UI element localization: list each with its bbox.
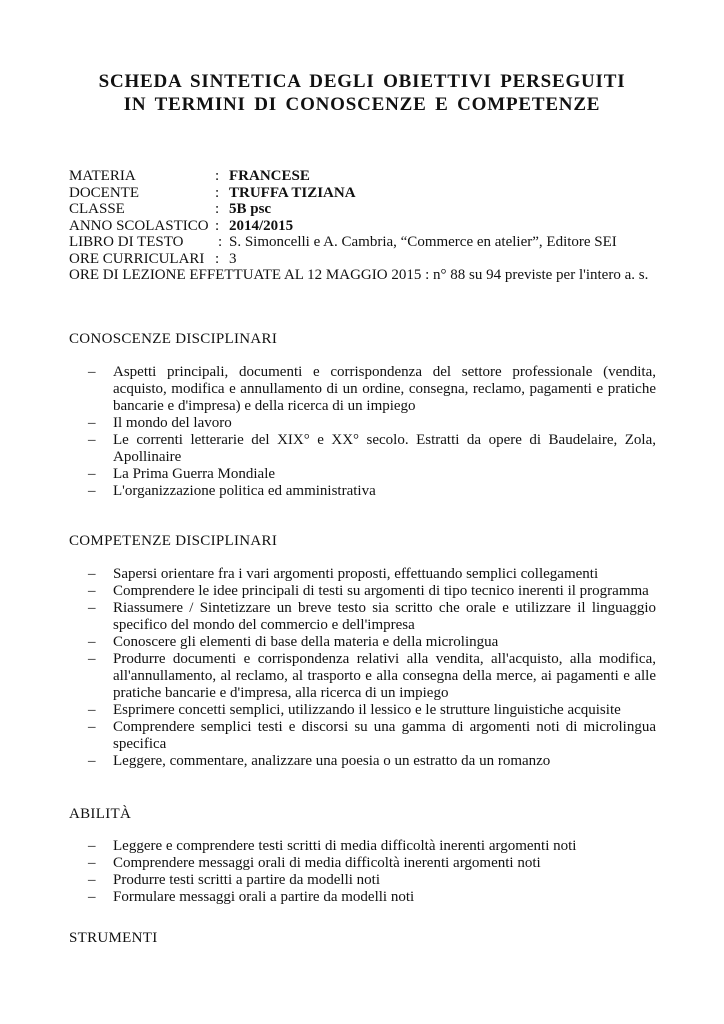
bullet-dash: – [88,634,96,650]
list-item-text: La Prima Guerra Mondiale [113,466,276,482]
ore-lezione-text: ORE DI LEZIONE EFFETTUATE AL 12 MAGGIO 2015 : n° 88 su 94 previste per l'intero a. s. [69,267,649,283]
list-item-text: Il mondo del lavoro [113,415,232,431]
info-label: MATERIA [69,168,136,184]
list-item-text: Le correnti letterarie del XIX° e XX° secolo. Estratti da opere di Baudelaire, Zola, Apollinaire [113,432,656,465]
list-item [88,415,656,432]
info-row-ore-lezione [69,267,648,284]
bullet-dash: – [88,651,96,667]
section-heading-abilita: ABILITÀ [69,806,132,822]
info-label: DOCENTE [69,184,139,201]
info-row-anno-scolastico [69,218,648,235]
bullet-dash: – [88,364,96,380]
info-label: LIBRO DI TESTO [69,234,184,250]
section-heading-competenze: COMPETENZE DISCIPLINARI [69,533,278,549]
info-value: FRANCESE [229,168,310,184]
bullet-dash: – [88,483,96,499]
list-item [88,634,656,651]
bullet-dash: – [88,415,96,431]
section-heading-strumenti: STRUMENTI [69,930,158,946]
list-item [88,583,656,600]
list-item-text: Comprendere le idee principali di testi su argomenti di tipo tecnico inerenti il programma [113,583,649,599]
list-item [88,838,656,855]
document-title-line-1: SCHEDA SINTETICA DEGLI OBIETTIVI PERSEGUITI [98,71,626,92]
bullet-dash: – [88,889,96,905]
bullet-dash: – [88,600,96,616]
list-item [88,855,656,872]
list-item-text: Produrre documenti e corrispondenza relativi alla vendita, all'acquisto, alla modifica, all'annullamento, al reclamo, al trasporto e alla consegna della merce, ai pagamenti e alle pratiche bancarie e d'impresa, alla ricerca di un impiego [113,651,656,701]
list-item [88,566,656,583]
info-value: TRUFFA TIZIANA [229,184,356,201]
list-item-text: Leggere, commentare, analizzare una poesia o un estratto da un romanzo [113,753,551,769]
info-separator: : [218,234,223,250]
bullet-dash: – [88,466,96,482]
list-item [88,719,656,753]
list-item-text: Comprendere messaggi orali di media difficoltà inerenti argomenti noti [113,855,541,871]
info-separator: : [215,217,220,234]
list-item [88,753,656,770]
list-item-text: Esprimere concetti semplici, utilizzando il lessico e le strutture linguistiche acquisite [113,702,621,718]
list-item [88,702,656,719]
info-value: 2014/2015 [229,217,294,234]
list-item [88,600,656,634]
bullet-dash: – [88,753,96,769]
bullet-dash: – [88,872,96,888]
list-item-text: Produrre testi scritti a partire da modelli noti [113,872,381,888]
info-separator: : [215,250,220,267]
course-info-block [69,168,648,284]
bullet-dash: – [88,855,96,871]
info-label: ORE CURRICULARI [69,250,205,267]
bullet-dash: – [88,838,96,854]
list-item [88,466,656,483]
list-item-text: Conoscere gli elementi di base della materia e della microlingua [113,634,499,650]
info-row-docente [69,185,648,202]
section-heading-conoscenze: CONOSCENZE DISCIPLINARI [69,331,278,347]
info-label: ANNO SCOLASTICO [69,217,209,234]
abilita-list [88,838,656,906]
info-row-classe [69,201,648,218]
bullet-dash: – [88,432,96,448]
info-row-materia [69,168,648,185]
list-item-text: L'organizzazione politica ed amministrativa [113,483,376,499]
list-item-text: Comprendere semplici testi e discorsi su una gamma di argomenti noti di microlingua specifica [113,719,656,752]
info-value: S. Simoncelli e A. Cambria, “Commerce en atelier”, Editore SEI [229,234,617,250]
info-row-libro-di-testo [69,234,648,251]
list-item-text: Riassumere / Sintetizzare un breve testo sia scritto che orale e utilizzare il linguaggio specifico del mondo del commercio e dell'impresa [113,600,656,633]
list-item [88,889,656,906]
info-separator: : [215,168,220,184]
list-item [88,651,656,702]
list-item-text: Sapersi orientare fra i vari argomenti proposti, effettuando semplici collegamenti [113,566,599,582]
info-separator: : [215,184,220,201]
list-item-text: Formulare messaggi orali a partire da modelli noti [113,889,415,905]
info-value: 3 [229,250,237,267]
list-item [88,483,656,500]
list-item [88,432,656,466]
bullet-dash: – [88,566,96,582]
conoscenze-list [88,364,656,500]
list-item-text: Leggere e comprendere testi scritti di media difficoltà inerenti argomenti noti [113,838,577,854]
list-item-text: Aspetti principali, documenti e corrispondenza del settore professionale (vendita, acquisto, modifica e annullamento di un ordine, consegna, reclamo, pagamenti e pratiche bancarie e d'impresa) e della ricerca di un impiego [113,364,656,414]
bullet-dash: – [88,583,96,599]
document-title-line-2: IN TERMINI DI CONOSCENZE E COMPETENZE [123,94,601,115]
list-item [88,872,656,889]
info-value: 5B psc [229,201,272,217]
info-row-ore-curriculari [69,251,648,268]
bullet-dash: – [88,719,96,735]
competenze-list [88,566,656,770]
info-label: CLASSE [69,201,125,217]
info-separator: : [215,201,220,217]
list-item [88,364,656,415]
bullet-dash: – [88,702,96,718]
